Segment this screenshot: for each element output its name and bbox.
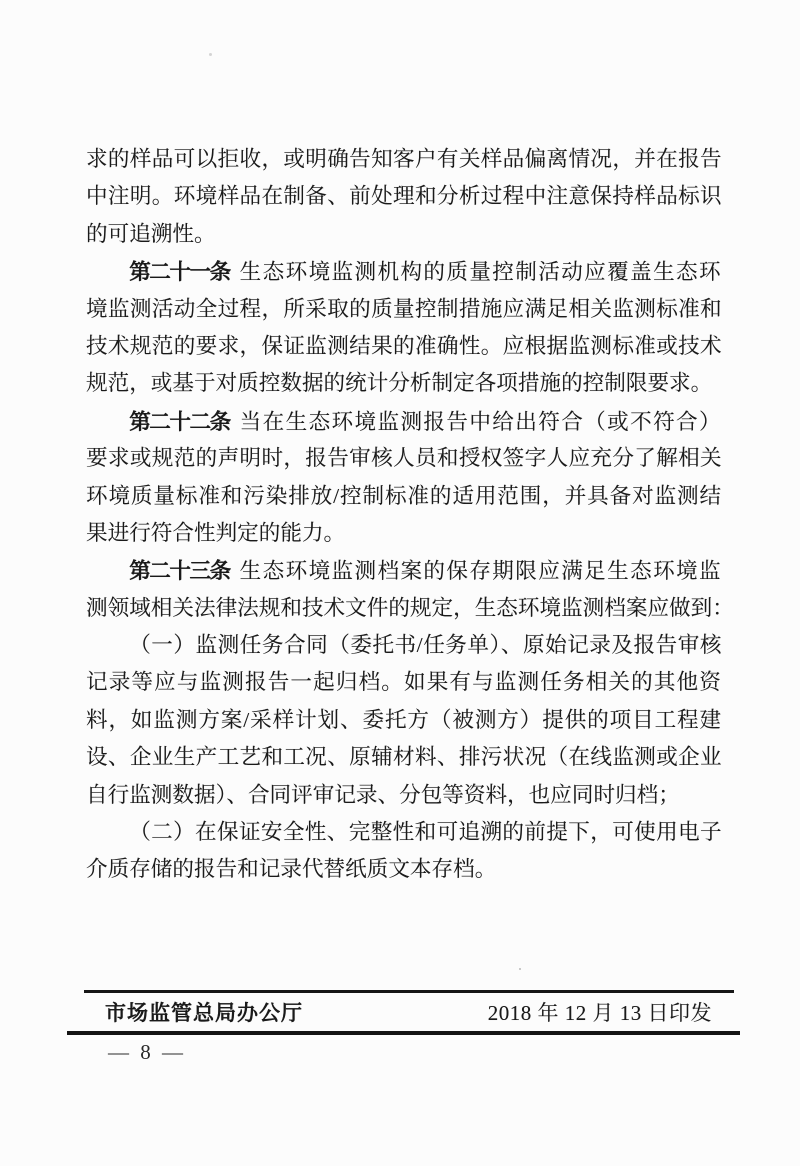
text-line — [86, 253, 722, 290]
text-line — [86, 851, 722, 888]
text-line — [86, 328, 722, 365]
text-line — [86, 814, 722, 851]
text-line — [86, 627, 722, 664]
paragraph-5 — [86, 627, 722, 814]
text-line — [86, 478, 722, 515]
line-text: （二）在保证安全性、完整性和可追溯的前提下，可使用电子 — [129, 820, 722, 845]
line-text: 当在生态环境监测报告中给出符合（或不符合） — [239, 409, 722, 434]
paragraph-3 — [86, 403, 722, 553]
line-text: 环境质量标准和污染排放/控制标准的适用范围，并具备对监测结 — [86, 483, 722, 508]
text-line — [86, 552, 722, 589]
line-text: 技术规范的要求，保证监测结果的准确性。应根据监测标准或技术 — [86, 333, 722, 358]
line-text: 测领域相关法律法规和技术文件的规定，生态环境监测档案应做到： — [86, 595, 734, 620]
text-line — [86, 178, 722, 215]
line-text: 记录等应与监测报告一起归档。如果有与监测任务相关的其他资 — [86, 670, 722, 695]
scan-artifact — [209, 53, 212, 56]
line-text: 果进行符合性判定的能力。 — [86, 520, 346, 545]
line-text: 求的样品可以拒收，或明确告知客户有关样品偏离情况，并在报告 — [86, 147, 722, 171]
article-number: 第二十一条 — [129, 259, 230, 285]
paragraph-1 — [86, 141, 722, 253]
text-line — [86, 440, 722, 477]
text-line — [86, 365, 722, 402]
page-number: — 8 — — [108, 1040, 186, 1064]
line-text: 的可追溯性。 — [86, 221, 216, 246]
line-text: 中注明。环境样品在制备、前处理和分析过程中注意保持样品标识 — [86, 184, 722, 209]
line-text: 要求或规范的声明时，报告审核人员和授权签字人应充分了解相关 — [86, 446, 722, 471]
line-text: 介质存储的报告和记录代替纸质文本存档。 — [86, 857, 497, 882]
line-text: 境监测活动全过程，所采取的质量控制措施应满足相关监测标准和 — [86, 296, 722, 321]
text-line — [86, 403, 722, 440]
paragraph-6 — [86, 814, 722, 889]
footer-bottom-rule — [67, 1031, 740, 1035]
footer-row — [86, 993, 722, 1031]
text-line — [86, 141, 722, 178]
scan-artifact — [519, 968, 521, 970]
footer-print-date: 2018 年 12 月 13 日印发 — [487, 1001, 712, 1025]
paragraph-2 — [86, 253, 722, 403]
text-line — [86, 739, 722, 776]
text-line — [86, 515, 722, 552]
article-number: 第二十二条 — [129, 408, 230, 434]
footer-issuer: 市场监管总局办公厅 — [105, 1001, 303, 1025]
line-text: 生态环境监测机构的质量控制活动应覆盖生态环 — [239, 260, 722, 285]
line-text: （一）监测任务合同（委托书/任务单）、原始记录及报告审核 — [129, 633, 722, 658]
text-line — [86, 777, 722, 814]
article-number: 第二十三条 — [129, 558, 230, 584]
line-text: 设、企业生产工艺和工况、原辅材料、排污状况（在线监测或企业 — [86, 745, 722, 770]
line-text: 规范，或基于对质控数据的统计分析制定各项措施的控制限要求。 — [86, 371, 713, 396]
text-line — [86, 590, 734, 627]
document-body — [86, 141, 734, 889]
text-line — [86, 664, 722, 701]
paragraph-4 — [86, 552, 734, 627]
line-text: 料，如监测方案/采样计划、委托方（被测方）提供的项目工程建 — [86, 707, 722, 732]
line-text: 生态环境监测档案的保存期限应满足生态环境监 — [239, 559, 722, 584]
text-line — [86, 216, 722, 253]
text-line — [86, 291, 722, 328]
line-text: 自行监测数据）、合同评审记录、分包等资料，也应同时归档； — [86, 782, 680, 807]
text-line — [86, 702, 722, 739]
